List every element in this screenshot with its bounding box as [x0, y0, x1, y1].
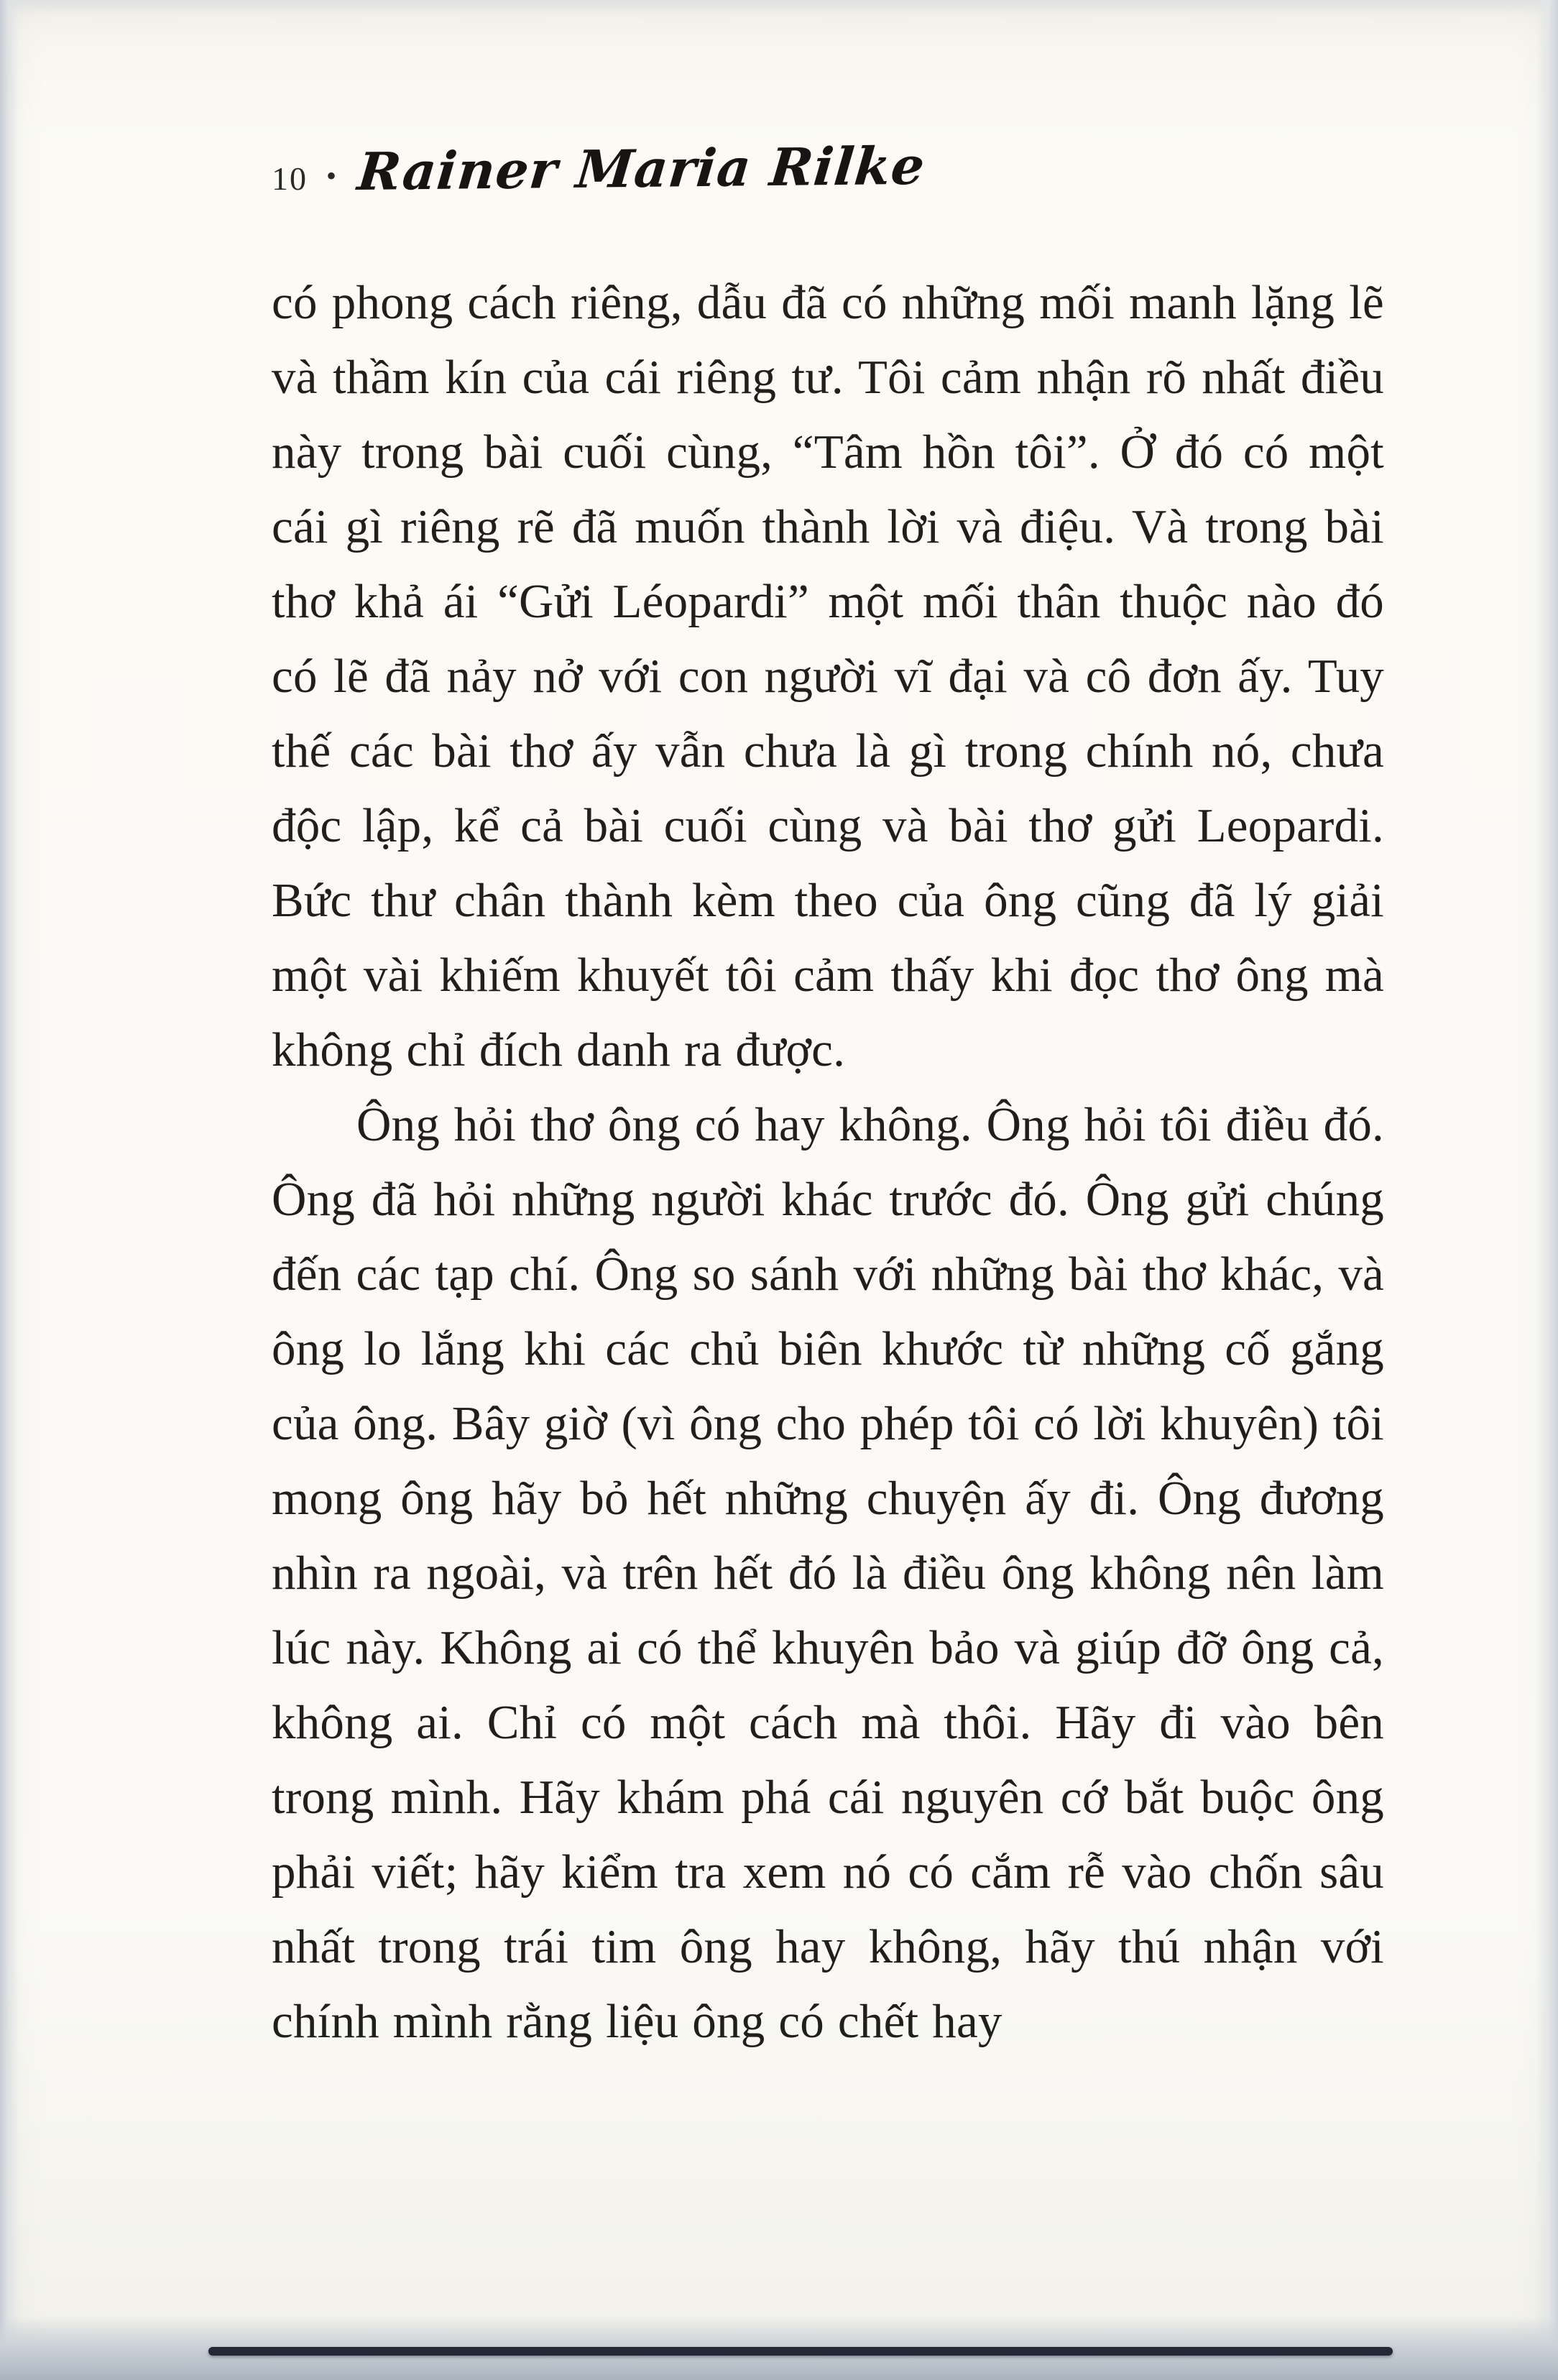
scan-dark-line	[208, 2347, 1393, 2356]
scan-bottom-strip	[0, 2317, 1558, 2380]
scan-edge-left	[0, 0, 19, 2380]
paragraph: Ông hỏi thơ ông có hay không. Ông hỏi tôi điều đó. Ông đã hỏi những người khác trước đó. Ông gửi chúng đến các tạp chí. Ông so sánh với những bài thơ khác, và ông lo lắng khi các chủ biên khước từ những cố gắng của ông. Bây giờ (vì ông cho phép tôi có lời khuyên) tôi mong ông hãy bỏ hết những chuyện ấy đi. Ông đương nhìn ra ngoài, và trên hết đó là điều ông không nên làm lúc này. Không ai có thể khuyên bảo và giúp đỡ ông cả, không ai. Chỉ có một cách mà thôi. Hãy đi vào bên trong mình. Hãy khám phá cái nguyên cớ bắt buộc ông phải viết; hãy kiểm tra xem nó có cắm rễ vào chốn sâu nhất trong trái tim ông hay không, hãy thú nhận với chính mình rằng liệu ông có chết hay	[272, 1098, 1384, 2048]
page-body	[272, 265, 1384, 2059]
page-number: 10	[272, 160, 308, 197]
header-separator-dot: •	[326, 160, 337, 192]
scan-edge-top	[0, 0, 1558, 13]
page-content-area	[272, 134, 1384, 2059]
page-header	[272, 134, 1384, 202]
author-name: Rainer Maria Rilke	[355, 134, 928, 202]
scan-edge-right	[1536, 0, 1558, 2380]
paragraph-continuation: có phong cách riêng, dẫu đã có những mối manh lặng lẽ và thầm kín của cái riêng tư. Tôi cảm nhận rõ nhất điều này trong bài cuối cùng, “Tâm hồn tôi”. Ở đó có một cái gì riêng rẽ đã muốn thành lời và điệu. Và trong bài thơ khả ái “Gửi Léopardi” một mối thân thuộc nào đó có lẽ đã nảy nở với con người vĩ đại và cô đơn ấy. Tuy thế các bài thơ ấy vẫn chưa là gì trong chính nó, chưa độc lập, kể cả bài cuối cùng và bài thơ gửi Leopardi. Bức thư chân thành kèm theo của ông cũng đã lý giải một vài khiếm khuyết tôi cảm thấy khi đọc thơ ông mà không chỉ đích danh ra được.	[272, 276, 1384, 1076]
